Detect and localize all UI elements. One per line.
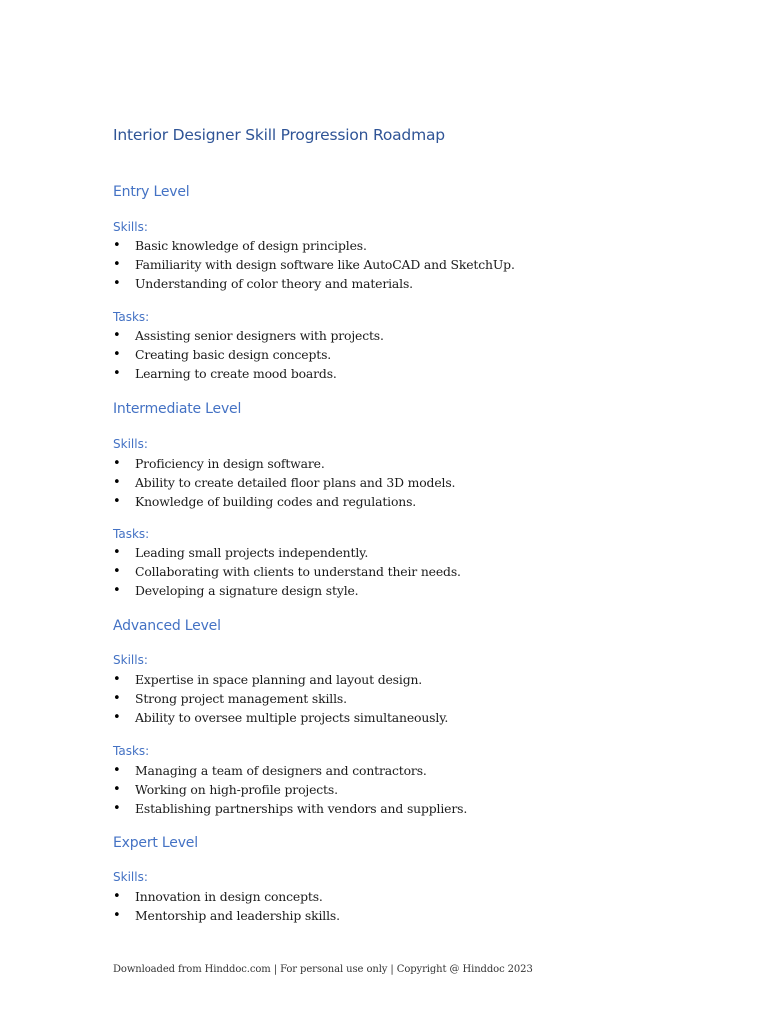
bullet-icon: •: [113, 763, 121, 778]
bullet-icon: •: [113, 564, 121, 580]
list-item-text: Basic knowledge of design principles.: [135, 238, 367, 253]
bullet-icon: •: [113, 672, 121, 687]
bullet-icon: •: [113, 691, 121, 707]
bullet-icon: •: [113, 889, 121, 904]
bullet-icon: •: [113, 366, 121, 382]
list-item-text: Establishing partnerships with vendors and suppliers.: [135, 801, 468, 817]
level-heading-expert: Expert Level: [113, 835, 198, 851]
list-item-text: Mentorship and leadership skills.: [135, 908, 340, 924]
list-item-text: Proficiency in design software.: [135, 456, 325, 471]
bullet-icon: •: [113, 908, 121, 924]
tasks-label: Tasks:: [113, 744, 150, 758]
list-item-text: Assisting senior designers with projects.: [135, 328, 384, 343]
page-footer: Downloaded from Hinddoc.com | For personal use only | Copyright @ Hinddoc 2023: [113, 964, 533, 975]
list-item-text: Expertise in space planning and layout design.: [135, 672, 423, 687]
skills-label: Skills:: [113, 220, 148, 234]
bullet-icon: •: [113, 801, 121, 817]
bullet-icon: •: [113, 494, 121, 510]
list-item-text: Creating basic design concepts.: [135, 347, 332, 363]
level-heading-entry: Entry Level: [113, 184, 190, 200]
document-title: Interior Designer Skill Progression Roadmap: [113, 126, 445, 144]
bullet-icon: •: [113, 456, 121, 471]
list-item-text: Strong project management skills.: [135, 691, 347, 707]
list-item-text: Ability to create detailed floor plans and 3D models.: [135, 475, 456, 491]
tasks-label: Tasks:: [113, 527, 150, 541]
bullet-icon: •: [113, 328, 121, 343]
bullet-icon: •: [113, 475, 121, 491]
list-item-text: Ability to oversee multiple projects simultaneously.: [135, 710, 449, 726]
skills-label: Skills:: [113, 870, 148, 884]
bullet-icon: •: [113, 257, 121, 273]
skills-label: Skills:: [113, 437, 148, 451]
skills-label: Skills:: [113, 653, 148, 667]
list-item-text: Managing a team of designers and contractors.: [135, 763, 427, 778]
list-item-text: Collaborating with clients to understand their needs.: [135, 564, 461, 580]
bullet-icon: •: [113, 782, 121, 798]
list-item-text: Developing a signature design style.: [135, 583, 359, 599]
bullet-icon: •: [113, 347, 121, 363]
level-heading-advanced: Advanced Level: [113, 618, 221, 634]
list-item-text: Leading small projects independently.: [135, 545, 369, 560]
list-item-text: Innovation in design concepts.: [135, 889, 323, 904]
bullet-icon: •: [113, 238, 121, 253]
bullet-icon: •: [113, 276, 121, 292]
level-heading-intermediate: Intermediate Level: [113, 401, 242, 417]
list-item-text: Understanding of color theory and materials.: [135, 276, 413, 292]
bullet-icon: •: [113, 545, 121, 560]
list-item-text: Learning to create mood boards.: [135, 366, 337, 382]
list-item-text: Familiarity with design software like AutoCAD and SketchUp.: [135, 257, 515, 273]
list-item-text: Working on high-profile projects.: [135, 782, 338, 798]
list-item-text: Knowledge of building codes and regulations.: [135, 494, 417, 510]
tasks-label: Tasks:: [113, 310, 150, 324]
bullet-icon: •: [113, 583, 121, 599]
bullet-icon: •: [113, 710, 121, 726]
